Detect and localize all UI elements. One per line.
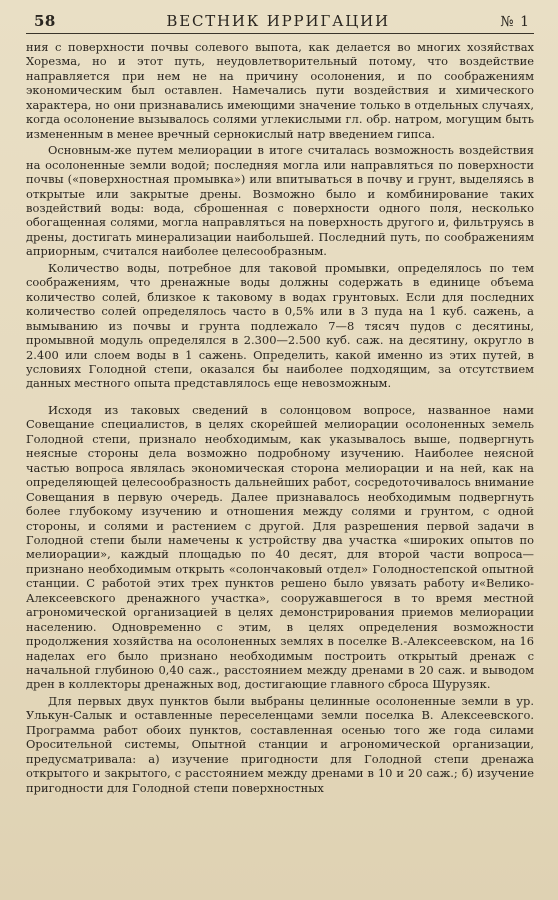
issue-number: № 1 — [500, 14, 530, 30]
paragraph-3: Количество воды, потребное для таковой промывки, определялось по тем соображениям, что дренажные воды должны содержать в единице объема количество солей, близкое к таковому в водах грунтовых. Если для последних количество солей определялось часто в 0,5% или в 3 пуда на 1 куб. сажень, а вымыванию из почвы и грунта подлежало 7—8 тясяч пудов с десятины, промывной модуль определялся в 2.300—2.500 куб. саж. на десятину, округло в 2.400 или слоем воды в 1 сажень. Определить, какой именно из этих путей, в условиях Голодной степи, оказался бы наиболее подходящим, за отсутствием данных местного опыта представлялось еще невозможным. — [26, 260, 534, 391]
page-header — [26, 12, 534, 34]
journal-title: ВЕСТНИК ИРРИГАЦИИ — [166, 12, 390, 30]
paragraph-1: ния с поверхности почвы солевого выпота, как делается во многих хозяйствах Хорезма, но и этот путь, неудовлетворительный потому, что воздействие направляется при нем не на причину осолонения, и по соображениям экономическим был оставлен. Намечались пути воздействия и химического характера, но они признавались имеющими значение только в отдельных случаях, когда осолонение вызывалось солями углекислыми гл. обр. натром, могущим быть измененным в менее вречный сернокислый натр введением гипса. — [26, 40, 534, 141]
article-body — [26, 40, 534, 795]
paragraph-5: Для первых двух пунктов были выбраны целинные осолоненные земли в ур. Улькун-Салык и оставленные переселенцами земли поселка В. Алексеевского. Программа работ обоих пунктов, составленная осенью того же года силами Оросительной системы, Опытной станции и агрономической организации, предусматривала: а) изучение пригодности для Голодной степи дренажа открытого и закрытого, с расстоянием между дренами в 10 и 20 саж.; б) изучение пригодности для Голодной степи поверхностных — [26, 693, 534, 795]
paragraph-4: Исходя из таковых сведений в солонцовом вопросе, названное нами Совещание специалистов, в целях скорейшей мелиорации осолоненных земель Голодной степи, признало необходимым, как указывалось выше, подвергнуть неясные стороны дела возможно подробному изучению. Наиболее неясной частью вопроса являлась экономическая сторона мелиорации и на ней, как на определяющей целесообразность дальнейших работ, сосредоточивалось внимание Совещания в первую очередь. Далее признавалось необходимым подвергнуть более глубокому изучению и отношения между солями и грунтом, с одной стороны, и солями и растением с другой. Для разрешения первой задачи в Голодной степи были намечены к устройству два участка «широких опытов по мелиорации», каждый площадью по 40 десят, для второй части вопроса—признано необходимым открыть «солончаковый отдел» Голодностепской опытной станции. С работой этих трех пунктов решено было увязать работу и«Велико-Алексеевского дренажного участка», сооружавшегося в то время местной агрономической организацией в целях демонстрирования приемов мелиорации населению. Одновременно с этим, в целях определения возможности продолжения хозяйства на осолоненных землях в поселке В.-Алексеевском, на 16 наделах его было признано необходимым построить открытый дренаж с начальной глубиною 0,40 саж., расстоянием между дренами в 20 саж. и выводом дрен в коллекторы дренажных вод, достигающие главного сброса Шурузяк. — [26, 402, 534, 692]
page-number: 58 — [34, 12, 56, 30]
paragraph-2: Основным-же путем мелиорации в итоге считалась возможность воздействия на осолоненные земли водой; последняя могла или направляться по поверхности почвы («поверхностная промывка») или впитываться в почву и грунт, выделяясь в открытые или закрытые дрены. Возможно было и комбинирование таких воздействий воды: вода, сброшенная с поверхности одного поля, несколько обогащенная солями, могла направляться на поверхность другого и, фильтруясь в дрены, достигать минерализации наибольшей. Последний путь, по соображениям априорным, считался наиболее целесообразным. — [26, 143, 534, 259]
